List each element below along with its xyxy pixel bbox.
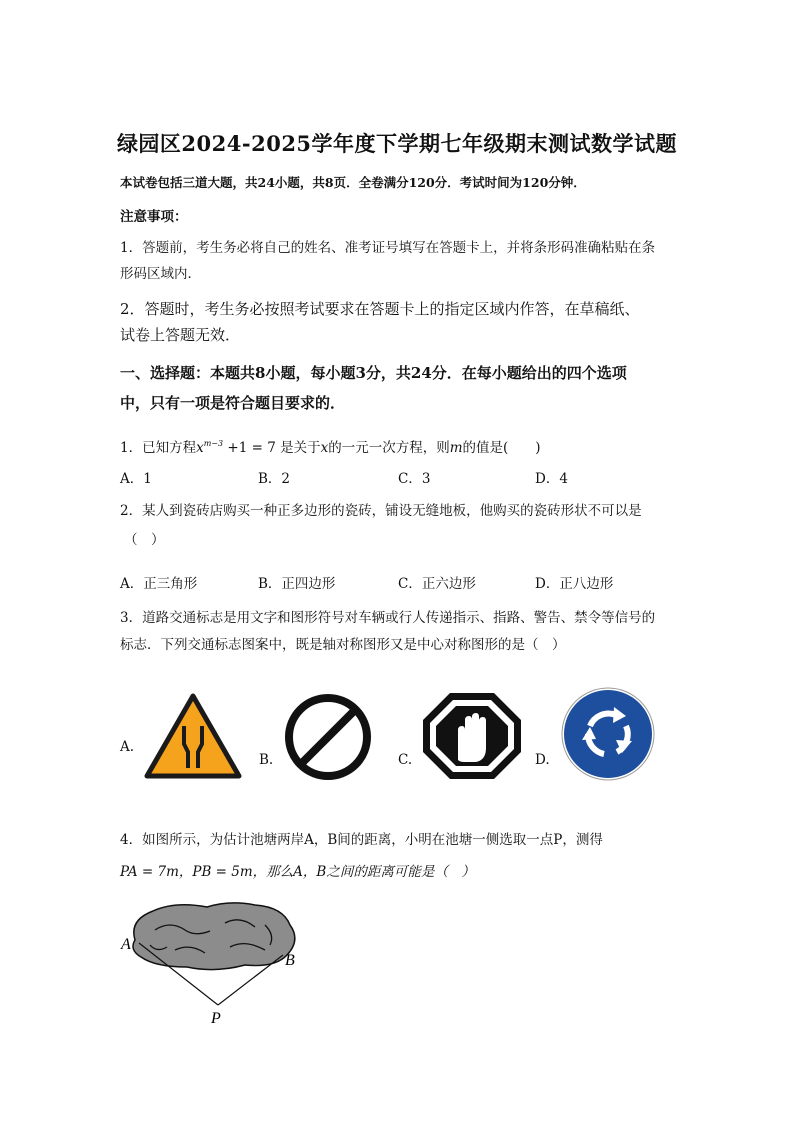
- notice-1-line-1: 1．答题前，考生务必将自己的姓名、准考证号填写在答题卡上，并将条形码准确粘贴在条: [120, 240, 656, 256]
- question-3-line-2: 标志．下列交通标志图案中，既是轴对称图形又是中心对称图形的是（ ）: [120, 637, 566, 653]
- notice-2-line-1: 2．答题时，考生务必按照考试要求在答题卡上的指定区域内作答，在草稿纸、: [120, 300, 640, 318]
- question-4-line-2: PA = 7m，PB = 5m，那么A，B之间的距离可能是（ ）: [120, 864, 475, 880]
- question-2-line-2: （ ）: [124, 532, 165, 548]
- q1-var-x2: x: [320, 440, 329, 456]
- point-a-label: A: [121, 936, 131, 953]
- point-p-label: P: [211, 1010, 221, 1027]
- q3-label-a[interactable]: A.: [120, 739, 135, 755]
- question-1-stem: [120, 436, 541, 456]
- pond-diagram: [115, 895, 325, 1030]
- q2-option-b[interactable]: B．正四边形: [258, 576, 336, 592]
- question-2-line-1: 2．某人到瓷砖店购买一种正多边形的瓷砖，铺设无缝地板，他购买的瓷砖形状不可以是: [120, 503, 642, 519]
- notice-2-line-2: 试卷上答题无效．: [120, 326, 241, 344]
- q1-exponent: m−3: [203, 439, 224, 448]
- q2-option-a[interactable]: A．正三角形: [120, 576, 198, 592]
- page-title: 绿园区2024-2025学年度下学期七年级期末测试数学试题: [116, 131, 678, 156]
- section-1-heading-line-2: 中，只有一项是符合题目要求的．: [120, 394, 346, 412]
- q1-option-d[interactable]: D．4: [535, 471, 568, 487]
- q1-equation: +1 = 7: [227, 440, 276, 456]
- q2-option-c[interactable]: C．正六边形: [398, 576, 476, 592]
- q1-var-x: x: [196, 440, 204, 456]
- q1-option-c[interactable]: C．3: [398, 471, 431, 487]
- q1-suffix: 的值是( ): [462, 440, 541, 456]
- notice-heading: 注意事项：: [120, 209, 188, 225]
- question-3-line-1: 3．道路交通标志是用文字和图形符号对车辆或行人传递指示、指路、警告、禁令等信号的: [120, 610, 656, 626]
- q1-option-b[interactable]: B．2: [258, 471, 291, 487]
- question-1-prefix: 1．已知方程: [120, 440, 197, 456]
- q1-option-a[interactable]: A．1: [120, 471, 152, 487]
- q3-label-b[interactable]: B.: [259, 752, 274, 768]
- road-narrows-sign-icon[interactable]: [144, 692, 242, 780]
- question-4-line-1: 4．如图所示，为估计池塘两岸A，B间的距离，小明在池塘一侧选取一点P，测得: [120, 832, 603, 848]
- q1-middle: 是关于: [280, 440, 321, 456]
- exam-intro: 本试卷包括三道大题，共24小题，共8页．全卷满分120分．考试时间为120分钟．: [120, 175, 586, 190]
- q1-middle2: 的一元一次方程，则: [328, 440, 450, 456]
- no-entry-circle-sign-icon[interactable]: [283, 692, 373, 782]
- q3-label-c[interactable]: C.: [398, 752, 413, 768]
- notice-1-line-2: 形码区域内．: [120, 266, 201, 282]
- point-b-label: B: [285, 952, 295, 969]
- q3-label-d[interactable]: D.: [535, 752, 550, 768]
- roundabout-sign-icon[interactable]: [560, 686, 656, 782]
- stop-hand-sign-icon[interactable]: [420, 690, 524, 782]
- section-1-heading-line-1: 一、选择题：本题共8小题，每小题3分，共24分．在每小题给出的四个选项: [120, 364, 627, 382]
- q2-option-d[interactable]: D．正八边形: [535, 576, 614, 592]
- q1-var-m: m: [449, 440, 463, 456]
